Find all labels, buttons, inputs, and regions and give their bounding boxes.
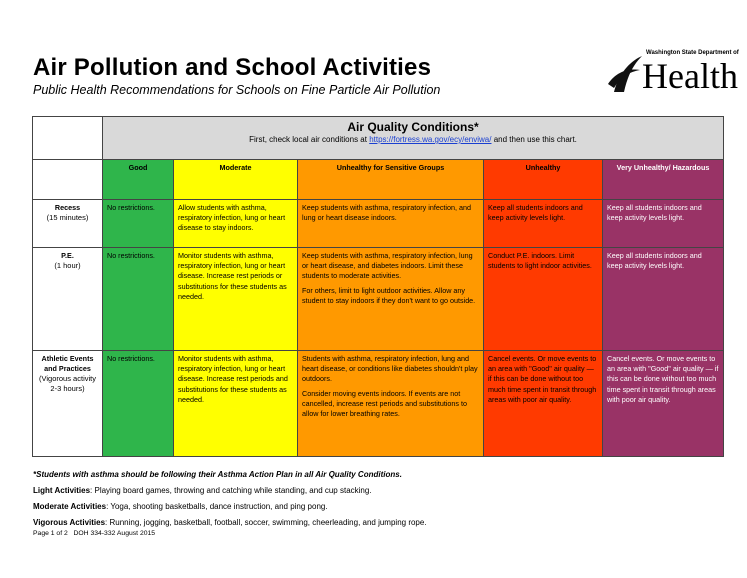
page-subtitle: Public Health Recommendations for Schools on Fine Particle Air Pollution	[33, 83, 441, 97]
cell-hazardous: Keep all students indoors and keep activity levels light.	[603, 200, 724, 248]
moderate-activities-note: Moderate Activities: Yoga, shooting basketballs, dance instruction, and ping pong.	[33, 502, 328, 511]
cell-moderate: Allow students with asthma, respiratory infection, lung or heart disease to stay indoors.	[174, 200, 298, 248]
cell-good: No restrictions.	[103, 351, 174, 457]
doh-logo-mark-icon	[606, 54, 646, 96]
cell-unhealthy: Keep all students indoors and keep activity levels light.	[484, 200, 603, 248]
vigorous-activities-note: Vigorous Activities: Running, jogging, basketball, football, soccer, swimming, cheerleading, and jumping rope.	[33, 518, 427, 527]
aq-link[interactable]: https://fortress.wa.gov/ecy/enviwa/	[369, 135, 492, 144]
row-header-pe: P.E. (1 hour)	[33, 248, 103, 351]
page-number: Page 1 of 2	[33, 530, 68, 537]
cell-hazardous: Cancel events. Or move events to an area with "Good" air quality — if this can be done without too much time spent in transit through areas with poor air quality.	[603, 351, 724, 457]
aq-instruction-post: and then use this chart.	[493, 135, 577, 144]
cell-hazardous: Keep all students indoors and keep activity levels light.	[603, 248, 724, 351]
col-usg: Unhealthy for Sensitive Groups	[298, 160, 484, 200]
logo-health-word: Health	[642, 56, 738, 96]
cell-moderate: Monitor students with asthma, respiratory infection, lung or heart disease. Increase rest periods or substitutions for these students as needed.	[174, 248, 298, 351]
cell-unhealthy: Conduct P.E. indoors. Limit students to light indoor activities.	[484, 248, 603, 351]
aq-instruction-pre: First, check local air conditions at	[249, 135, 367, 144]
cell-usg: Keep students with asthma, respiratory infection, lung or heart disease, and diabetes indoors. Limit these students to moderate activities. For others, limit to light outdoor activities. Allow any student to stay indoors if they don't want to go outside.	[298, 248, 484, 351]
row-header-athletics: Athletic Events and Practices (Vigorous activity 2-3 hours)	[33, 351, 103, 457]
cell-unhealthy: Cancel events. Or move events to an area with "Good" air quality — if this can be done without too much time spent in transit through areas with poor air quality.	[484, 351, 603, 457]
doc-number: DOH 334-332 August 2015	[73, 530, 156, 537]
page-title: Air Pollution and School Activities	[33, 54, 432, 81]
cell-good: No restrictions.	[103, 248, 174, 351]
col-moderate: Moderate	[174, 160, 298, 200]
aq-title: Air Quality Conditions*	[347, 120, 479, 134]
col-unhealthy: Unhealthy	[484, 160, 603, 200]
table-row	[33, 351, 724, 457]
logo-dept-text: Washington State Department of	[646, 50, 739, 56]
notes	[33, 467, 427, 531]
row-header-recess: Recess (15 minutes)	[33, 200, 103, 248]
doh-logo	[606, 50, 739, 100]
light-activities-note: Light Activities: Playing board games, throwing and catching while standing, and cup stacking.	[33, 486, 372, 495]
page-footer	[33, 530, 155, 537]
corner-blank	[33, 117, 103, 160]
cell-good: No restrictions.	[103, 200, 174, 248]
cell-usg: Students with asthma, respiratory infection, lung and heart disease, or conditions like diabetes shouldn't play outdoors. Consider moving events indoors. If events are not cancelled, increase rest periods and substitutions to allow for lower breathing rates.	[298, 351, 484, 457]
col-good: Good	[103, 160, 174, 200]
cell-usg: Keep students with asthma, respiratory infection, and lung or heart disease indoors.	[298, 200, 484, 248]
corner-blank-2	[33, 160, 103, 200]
aq-header	[103, 117, 724, 160]
table-row	[33, 248, 724, 351]
asthma-note: *Students with asthma should be following their Asthma Action Plan in all Air Quality Conditions.	[33, 470, 402, 479]
table-row	[33, 200, 724, 248]
recommendations-table	[32, 116, 724, 457]
cell-moderate: Monitor students with asthma, respiratory infection, lung or heart disease. Increase rest periods and substitutions for these students as needed.	[174, 351, 298, 457]
col-hazardous: Very Unhealthy/ Hazardous	[603, 160, 724, 200]
